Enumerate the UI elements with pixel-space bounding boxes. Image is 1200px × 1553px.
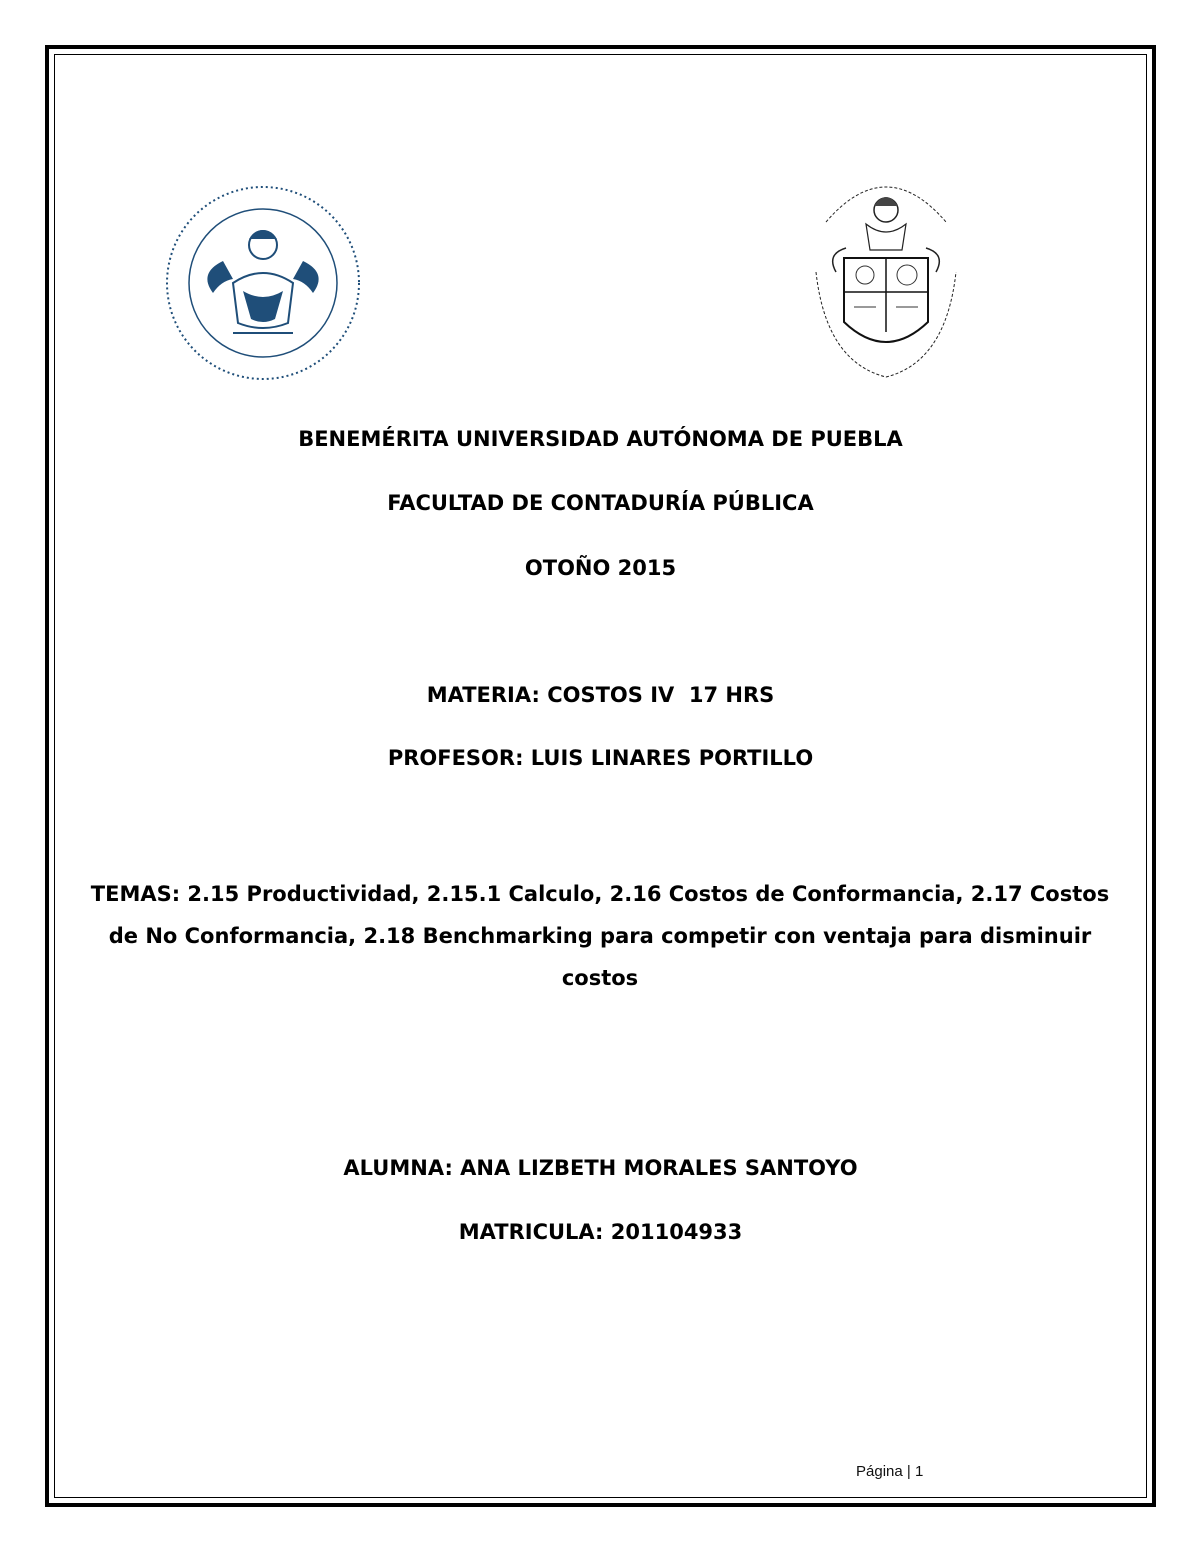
term: OTOÑO 2015 — [524, 556, 677, 580]
faculty-name: FACULTAD DE CONTADURÍA PÚBLICA — [387, 491, 814, 515]
topics: TEMAS: 2.15 Productividad, 2.15.1 Calculo, 2.16 Costos de Conformancia, 2.17 Costos de No Conformancia, 2.18 Benchmarking para competir con ventaja para disminuir costos — [90, 882, 1110, 990]
student-id: MATRICULA: 201104933 — [458, 1220, 743, 1244]
subject: MATERIA: COSTOS IV 17 HRS — [426, 683, 775, 707]
page-number: Página | 1 — [856, 1463, 924, 1480]
professor: PROFESOR: LUIS LINARES PORTILLO — [387, 746, 814, 770]
contaduria-seal-logo — [806, 162, 966, 390]
university-name: BENEMÉRITA UNIVERSIDAD AUTÓNOMA DE PUEBLA — [298, 427, 903, 451]
student-name: ALUMNA: ANA LIZBETH MORALES SANTOYO — [343, 1156, 858, 1180]
buap-seal-logo — [163, 183, 363, 383]
